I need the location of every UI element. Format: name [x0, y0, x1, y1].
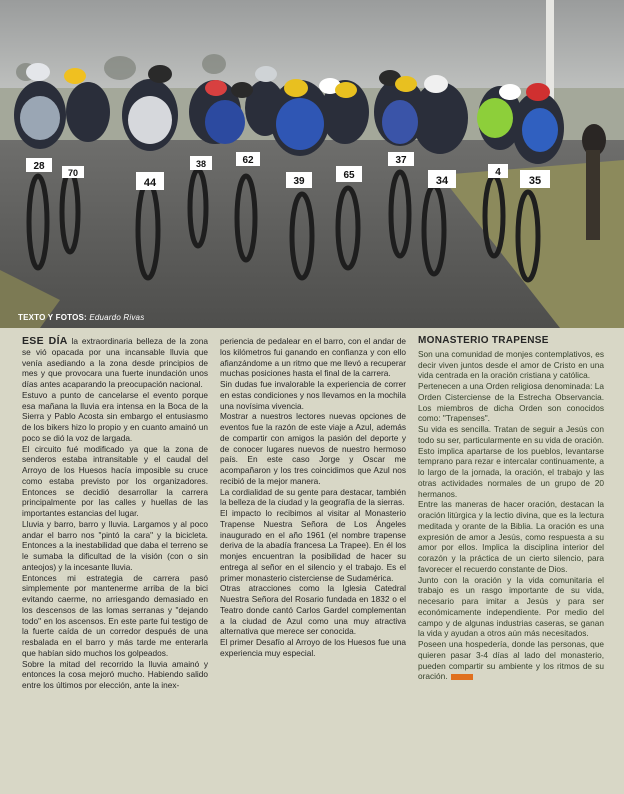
credit-author: Eduardo Rivas: [89, 313, 145, 322]
paragraph-text: Poseen una hospedería, donde las personas, que quieren pasar 3-4 días al lado del monasterio, pueden compartir su ambiente y los ritmos de su oración.: [418, 639, 604, 682]
bib-number: 65: [343, 170, 355, 181]
bib-plate: [26, 158, 52, 172]
section-title: MONASTERIO TRAPENSE: [418, 335, 549, 346]
bib-plate: [236, 152, 260, 166]
bib-plate: [286, 172, 312, 188]
paragraph: Sobre la mitad del recorrido la lluvia amainó y entonces la cosa mejoró mucho. Habiendo salido entre los últimos por elección, ante la inex-: [22, 658, 208, 690]
bib-number: 44: [143, 177, 157, 189]
paragraph: Su vida es sencilla. Tratan de seguir a Jesús con todo su ser, particularmente en su vida de oración. Esto implica apartarse de los pueblos, levantarse temprano para rezar e intercalar continuamente, a lo largo de la jornada, la oración, el trabajo y las otras actividades normales de un grupo de 20 hermanos.: [418, 424, 604, 499]
bib-number: 62: [242, 155, 254, 166]
bib-plate: [62, 166, 84, 178]
article-column-1: [22, 336, 208, 786]
bib-number: 35: [528, 175, 542, 187]
article-body: [22, 336, 606, 786]
bib-plate: [336, 166, 362, 182]
photo-credit: [18, 313, 144, 322]
paragraph-text: la extraordinaria belleza de la zona se vió opacada por una incansable lluvia que venía asediando a la zona desde principios de mes y que provocara una fuerte inundación unos días antes acaparando la preocupación nacional.: [22, 336, 208, 389]
paragraph: Entre las maneras de hacer oración, destacan la oración litúrgica y la lectio divina, que es la lectura meditada y orante de la Biblia. La oración es una expresión de amor a Jesús, como respuesta a su amor por ellos. Implica la disciplina interior del corazón y la práctica de un cierto silencio, para favorecer el recuerdo constante de Dios.: [418, 499, 604, 574]
lead-in: ESE DÍA: [22, 335, 68, 347]
paragraph: Mostrar a nuestros lectores nuevas opciones de eventos fue la razón de este viaje a Azul, además de compartir con amigos la pasión del deporte y de conocer lugares nuevos de nuestro hermoso país. En este caso Jorge y Oscar me acompañaron y los tres coincidimos que Azul nos recibió de la mejor manera.: [220, 411, 406, 486]
paragraph: El primer Desafío al Arroyo de los Huesos fue una experiencia muy especial.: [220, 637, 406, 658]
paragraph: La cordialidad de su gente para destacar, también la belleza de la ciudad y la geografía de la sierras.: [220, 486, 406, 508]
bib-number: 4: [495, 167, 501, 178]
bib-plate: [190, 156, 212, 170]
bib-plate: [428, 170, 456, 188]
paragraph: Pertenecen a una Orden religiosa denominada: La Orden Cisterciense de la Estrecha Observancia. Los miembros de dicha Orden son conocidos como: "Trapenses".: [418, 381, 604, 424]
paragraph: Sin dudas fue invalorable la experiencia de correr en estas condiciones y nos llevamos en la mochila una novísima vivencia.: [220, 379, 406, 411]
cyclists-photo-illustration: [0, 0, 624, 328]
end-of-article-mark: [451, 674, 473, 680]
bib-number: 37: [395, 155, 407, 166]
paragraph: Lluvia y barro, barro y lluvia. Largamos y al poco andar el barro nos "pintó la cara" y la bicicleta. Entonces a la inestabilidad que daba el terreno se le sumaba la dificultad de la visión (con o sin anteojos) y la incesante lluvia.: [22, 518, 208, 572]
paragraph: [22, 336, 208, 390]
paragraph: Junto con la oración y la vida comunitaria el trabajo es un rasgo importante de su vida, necesario para imitar a Jesús y para ser económicamente independiente. Por medio del campo y de algunas industrias caseras, se ganan la vida y ayudan a otros aún más necesitados.: [418, 574, 604, 639]
credit-label: TEXTO Y FOTOS:: [18, 313, 87, 322]
article-column-2: [220, 336, 406, 786]
bib-number: 34: [435, 175, 449, 187]
race-start-photo: [0, 0, 624, 328]
paragraph: Otras atracciones como la Iglesia Catedral Nuestra Señora del Rosario fundada en 1832 o el Teatro donde cantó Carlos Gardel complementan a la ciudad de Azul como una muy atractiva alternativa que merece ser conocida.: [220, 583, 406, 637]
sidebar-column-monasterio: [418, 336, 604, 786]
bib-number: 70: [67, 168, 79, 178]
bib-number: 39: [293, 176, 305, 187]
bib-plate: [520, 170, 550, 188]
bib-plate: [136, 172, 164, 190]
paragraph: Estuvo a punto de cancelarse el evento porque esa mañana la lluvia era intensa en la Boca de la Sierra y Pablo Acosta sin embargo el entusiasmo de los bikers hizo lo propio y en cuanto amainó un poco se dió la voz de largada.: [22, 389, 208, 443]
paragraph: El impacto lo recibimos al visitar al Monasterio Trapense Nuestra Señora de Los Ángeles inaugurado en el año 1961 (el nombre trapense deriva de la abadía francesa La Trapee). En él los monjes encuentran la posibilidad de hacer su entrega al señor en el silencio y el trabajo. Es el primer monasterio cisterciense de Sudamérica.: [220, 508, 406, 583]
bib-plate: [388, 152, 414, 166]
bib-number: 28: [33, 161, 45, 172]
paragraph: Entonces mi estrategia de carrera pasó simplemente por mantenerme arriba de la bici evitando caerme, no arriesgando demasiado en los descensos de las lomas serranas y "dejando todo" en los ascensos. En este parte fui testigo de la fuerte caída de un corredor después de una resbalada en el barro y más tarde me enterarla que habían sido muchos los golpeados.: [22, 572, 208, 658]
bib-plate: [488, 164, 508, 178]
bib-number: 38: [195, 159, 207, 169]
paragraph: El circuito fué modificado ya que la zona de senderos estaba intransitable y el caudal del Arroyo de los Huesos hacía imposible su cruce como estaba previsto por los organizadores. Entonces se decidió desarrollar la carrera principalmente por las calles y huellas de las importantes estancias del lugar.: [22, 443, 208, 518]
paragraph: [418, 639, 604, 682]
paragraph: periencia de pedalear en el barro, con el andar de los kilómetros fui ganando en confianza y con ello afianzándome a un ritmo que me llevó a recuperar muchas posiciones hasta el final de la carrera.: [220, 336, 406, 379]
paragraph: Son una comunidad de monjes contemplativos, es decir viven juntos desde el amor de Cristo en una vida centrada en la oración cristiana y católica.: [418, 348, 604, 381]
